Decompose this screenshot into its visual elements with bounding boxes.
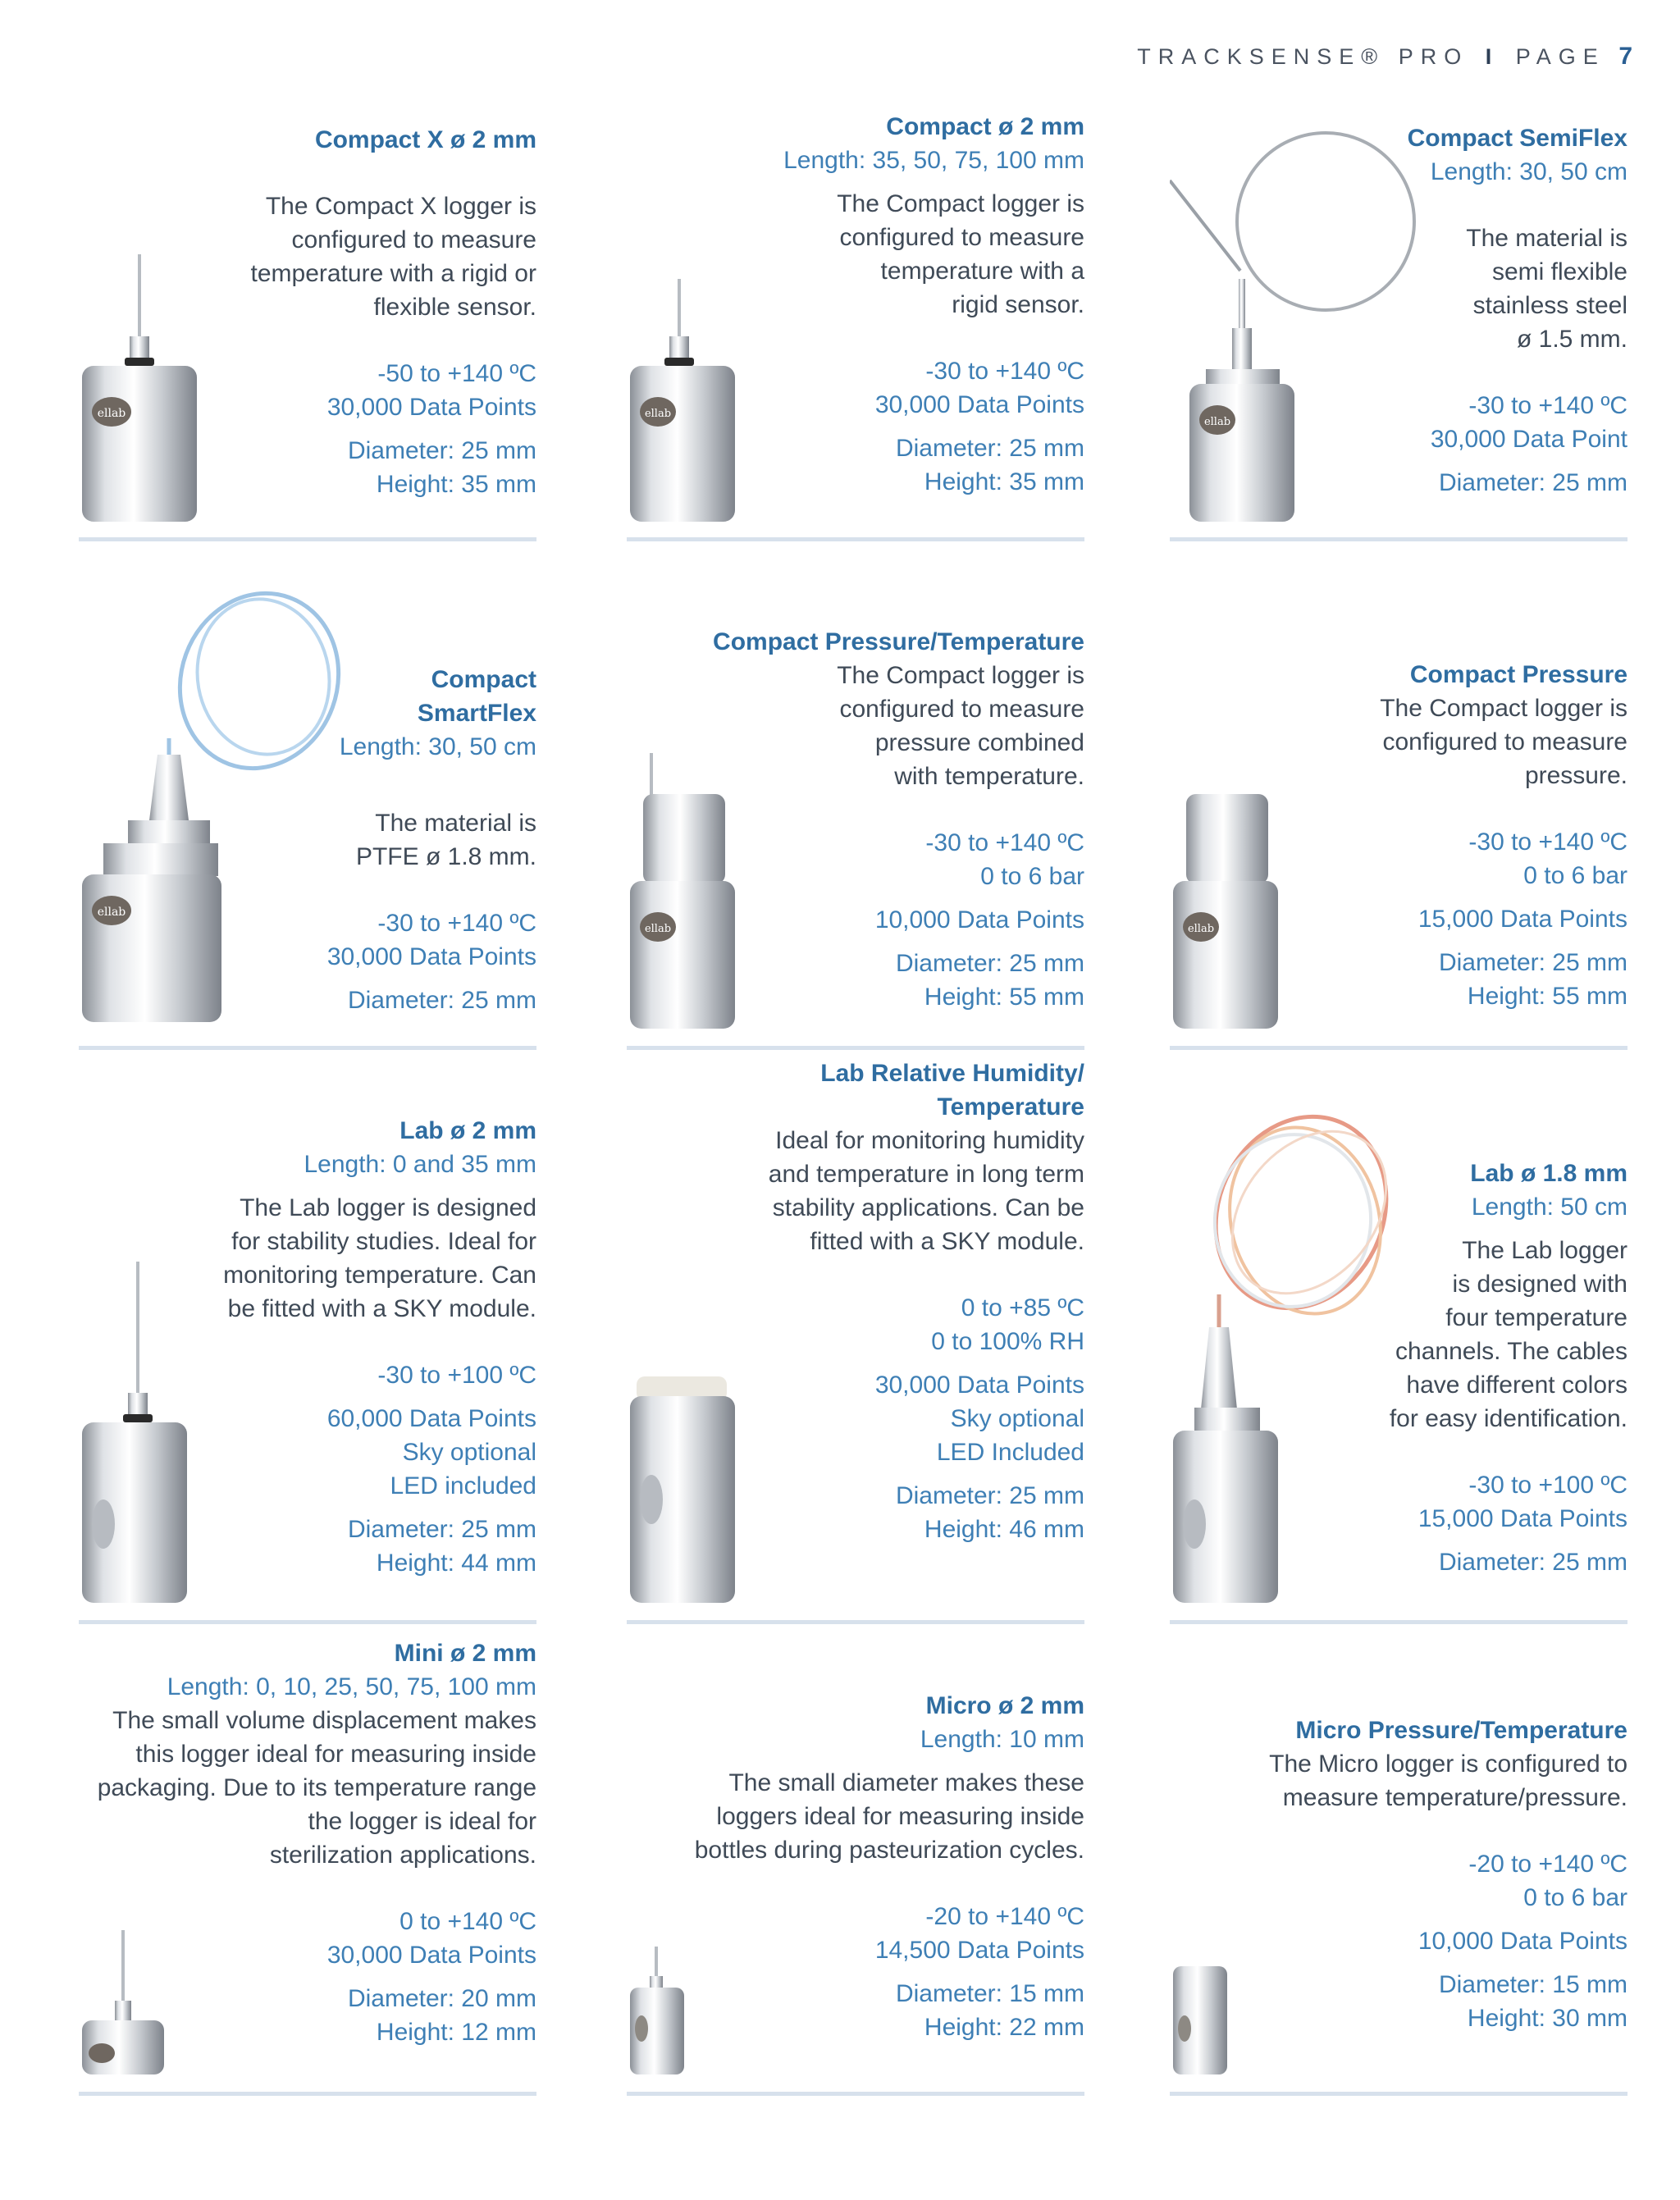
desc-line: fitted with a SKY module.	[810, 1228, 1084, 1255]
desc-line: The Compact X logger is	[265, 193, 536, 220]
product-text	[251, 123, 537, 501]
spec-data-points: 30,000 Data Points	[874, 1372, 1084, 1399]
spec-temperature: -30 to +140 ºC	[377, 910, 536, 937]
spec-pressure: 0 to 6 bar	[1523, 862, 1628, 889]
spec-led: LED included	[390, 1472, 536, 1499]
spec-data-points: 15,000 Data Points	[1418, 1505, 1628, 1532]
spec-height: Height: 22 mm	[924, 2014, 1084, 2041]
spec-humidity: 0 to 100% RH	[931, 1328, 1084, 1355]
product-compact-smartflex	[79, 607, 536, 1050]
product-length: Length: 0, 10, 25, 50, 75, 100 mm	[167, 1673, 536, 1700]
desc-line: is designed with	[1452, 1271, 1628, 1298]
desc-line: ø 1.5 mm.	[1516, 326, 1628, 353]
spec-diameter: Diameter: 25 mm	[347, 437, 536, 464]
desc-line: The Lab logger	[1462, 1237, 1628, 1264]
desc-line: bottles during pasteurization cycles.	[694, 1837, 1084, 1864]
spec-temperature: -30 to +100 ºC	[1468, 1472, 1628, 1499]
svg-text:ellab: ellab	[1203, 416, 1231, 428]
svg-text:ellab: ellab	[644, 408, 672, 420]
desc-line: channels. The cables	[1395, 1338, 1628, 1365]
spec-led: LED Included	[936, 1439, 1084, 1466]
desc-line: The Compact logger is	[1380, 695, 1628, 722]
desc-line: for easy identification.	[1389, 1405, 1628, 1432]
divider	[1170, 2092, 1628, 2096]
product-text	[769, 1057, 1084, 1546]
desc-line: and temperature in long term	[768, 1161, 1084, 1188]
desc-line: PTFE ø 1.8 mm.	[355, 843, 536, 870]
desc-line: stainless steel	[1472, 292, 1628, 319]
product-title: Micro ø 2 mm	[925, 1692, 1084, 1719]
product-compact-semiflex	[1170, 123, 1628, 541]
product-title: Mini ø 2 mm	[394, 1640, 536, 1667]
desc-line: The material is	[375, 810, 536, 837]
spec-data-points: 10,000 Data Points	[1418, 1928, 1628, 1955]
desc-line: measure temperature/pressure.	[1282, 1784, 1628, 1811]
spec-sky: Sky optional	[402, 1439, 536, 1466]
spec-data-points: 30,000 Data Points	[326, 394, 536, 421]
spec-temperature: -30 to +140 ºC	[925, 358, 1084, 385]
spec-data-points: 60,000 Data Points	[326, 1405, 536, 1432]
desc-line: stability applications. Can be	[772, 1194, 1084, 1221]
divider	[79, 1620, 536, 1624]
product-text	[695, 1689, 1084, 2044]
product-title: Micro Pressure/Temperature	[1295, 1717, 1628, 1744]
desc-line: configured to measure	[1382, 728, 1628, 755]
product-text	[783, 110, 1084, 499]
divider	[79, 2092, 536, 2096]
desc-line: The small volume displacement makes	[112, 1707, 536, 1734]
spec-height: Height: 35 mm	[924, 468, 1084, 495]
spec-height: Height: 44 mm	[376, 1550, 536, 1577]
desc-line: configured to measure	[291, 226, 536, 253]
desc-line: flexible sensor.	[373, 294, 536, 321]
desc-line: configured to measure	[839, 224, 1084, 251]
product-compact	[627, 113, 1084, 541]
spec-height: Height: 12 mm	[376, 2019, 536, 2046]
spec-sky: Sky optional	[950, 1405, 1084, 1432]
product-title: Lab Relative Humidity/	[820, 1060, 1084, 1087]
product-title: Compact	[431, 666, 536, 693]
spec-diameter: Diameter: 25 mm	[1438, 1549, 1628, 1576]
product-title: Compact X ø 2 mm	[314, 126, 536, 153]
desc-line: loggers ideal for measuring inside	[716, 1803, 1084, 1830]
spec-pressure: 0 to 6 bar	[1523, 1884, 1628, 1911]
spec-height: Height: 55 mm	[1467, 983, 1628, 1010]
product-title: Lab ø 1.8 mm	[1470, 1160, 1628, 1187]
divider	[627, 537, 1084, 541]
spec-data-points: 30,000 Data Points	[326, 1942, 536, 1969]
desc-line: the logger is ideal for	[308, 1808, 536, 1835]
product-lab-humidity-temperature	[627, 1060, 1084, 1624]
desc-line: semi flexible	[1491, 258, 1628, 285]
divider	[79, 537, 536, 541]
desc-line: have different colors	[1406, 1372, 1628, 1399]
desc-line: pressure combined	[874, 729, 1084, 756]
divider	[1170, 1620, 1628, 1624]
page-header	[1137, 43, 1632, 71]
spec-temperature: -30 to +140 ºC	[1468, 392, 1628, 419]
logger-image	[627, 1947, 692, 2078]
desc-line: The material is	[1466, 225, 1628, 252]
divider	[627, 2092, 1084, 2096]
product-title-line2: SmartFlex	[417, 700, 536, 727]
product-title: Compact ø 2 mm	[886, 113, 1084, 140]
page-number: 7	[1618, 43, 1632, 70]
spec-temperature: -30 to +140 ºC	[925, 829, 1084, 856]
logger-image	[1170, 1963, 1235, 2078]
desc-line: sterilization applications.	[269, 1842, 536, 1869]
desc-line: with temperature.	[894, 763, 1084, 790]
desc-line: rigid sensor.	[952, 291, 1084, 318]
product-text	[713, 625, 1084, 1014]
spec-temperature: -30 to +140 ºC	[1468, 828, 1628, 856]
product-micro	[627, 1636, 1084, 2096]
brand-name: TRACKSENSE® PRO	[1137, 44, 1469, 69]
logger-image	[79, 1262, 202, 1606]
product-title-line2: Temperature	[937, 1093, 1084, 1121]
spec-data-points: 10,000 Data Points	[874, 906, 1084, 933]
spec-data-points: 30,000 Data Points	[874, 391, 1084, 418]
desc-line: The Lab logger is designed	[240, 1194, 536, 1221]
logger-image	[627, 1376, 750, 1606]
spec-pressure: 0 to 6 bar	[980, 863, 1084, 890]
spec-temperature: -30 to +100 ºC	[377, 1362, 536, 1389]
spec-diameter: Diameter: 25 mm	[1438, 949, 1628, 976]
spec-diameter: Diameter: 25 mm	[347, 1516, 536, 1543]
product-length: Length: 10 mm	[920, 1726, 1084, 1753]
desc-line: monitoring temperature. Can	[223, 1262, 536, 1289]
product-text	[327, 663, 536, 1017]
desc-line: this logger ideal for measuring inside	[135, 1741, 536, 1768]
svg-text:ellab: ellab	[97, 407, 126, 420]
desc-line: The small diameter makes these	[728, 1769, 1084, 1796]
product-lab	[79, 1075, 536, 1624]
product-title: Lab ø 2 mm	[399, 1117, 536, 1144]
logger-image	[1170, 794, 1293, 1032]
product-length: Length: 30, 50 cm	[339, 733, 536, 760]
product-length: Length: 35, 50, 75, 100 mm	[783, 147, 1084, 174]
product-text	[98, 1636, 536, 2049]
logger-image	[79, 591, 349, 1025]
product-compact-pressure-temperature	[627, 607, 1084, 1050]
product-text	[1380, 658, 1628, 1013]
product-title: Compact SemiFlex	[1407, 125, 1628, 152]
product-lab-1-8	[1170, 1075, 1628, 1624]
product-mini	[79, 1636, 536, 2096]
spec-data-points: 30,000 Data Points	[326, 943, 536, 970]
spec-data-points: 30,000 Data Point	[1430, 426, 1628, 453]
header-separator: I	[1485, 44, 1500, 69]
product-text	[1408, 121, 1628, 500]
spec-temperature: -20 to +140 ºC	[1468, 1851, 1628, 1878]
product-text	[1269, 1714, 1628, 2035]
spec-diameter: Diameter: 25 mm	[895, 950, 1084, 977]
product-length: Length: 30, 50 cm	[1430, 158, 1628, 185]
desc-line: for stability studies. Ideal for	[231, 1228, 536, 1255]
divider	[1170, 1046, 1628, 1050]
desc-line: configured to measure	[839, 696, 1084, 723]
spec-temperature: 0 to +85 ºC	[961, 1294, 1084, 1321]
spec-height: Height: 55 mm	[924, 984, 1084, 1011]
spec-data-points: 15,000 Data Points	[1418, 906, 1628, 933]
product-micro-pressure-temperature	[1170, 1636, 1628, 2096]
page-word: PAGE	[1515, 44, 1605, 69]
product-length: Length: 50 cm	[1471, 1194, 1628, 1221]
spec-height: Height: 46 mm	[924, 1516, 1084, 1543]
spec-temperature: -50 to +140 ºC	[377, 360, 536, 387]
spec-diameter: Diameter: 25 mm	[895, 435, 1084, 462]
desc-line: Ideal for monitoring humidity	[775, 1127, 1084, 1154]
svg-text:ellab: ellab	[97, 906, 126, 919]
desc-line: temperature with a	[880, 258, 1084, 285]
desc-line: four temperature	[1445, 1304, 1628, 1331]
divider	[627, 1620, 1084, 1624]
desc-line: be fitted with a SKY module.	[227, 1295, 536, 1322]
svg-text:ellab: ellab	[1187, 923, 1215, 935]
svg-text:ellab: ellab	[644, 923, 672, 935]
desc-line: The Compact logger is	[837, 662, 1084, 689]
spec-data-points: 14,500 Data Points	[874, 1937, 1084, 1964]
logger-image	[1170, 1098, 1399, 1606]
spec-diameter: Diameter: 25 mm	[347, 987, 536, 1014]
desc-line: pressure.	[1524, 762, 1628, 789]
product-text	[1390, 1157, 1628, 1579]
logger-image	[627, 254, 750, 525]
spec-diameter: Diameter: 15 mm	[1438, 1971, 1628, 1998]
desc-line: The Micro logger is configured to	[1269, 1750, 1628, 1778]
desc-line: The Compact logger is	[837, 190, 1084, 217]
divider	[79, 1046, 536, 1050]
logger-image	[79, 254, 202, 525]
product-text	[223, 1114, 536, 1580]
spec-diameter: Diameter: 25 mm	[1438, 469, 1628, 496]
spec-diameter: Diameter: 15 mm	[895, 1980, 1084, 2007]
spec-diameter: Diameter: 20 mm	[347, 1985, 536, 2012]
divider	[627, 1046, 1084, 1050]
product-length: Length: 0 and 35 mm	[304, 1151, 536, 1178]
spec-height: Height: 35 mm	[376, 471, 536, 498]
spec-diameter: Diameter: 25 mm	[895, 1482, 1084, 1509]
product-title: Compact Pressure	[1409, 661, 1628, 688]
desc-line: packaging. Due to its temperature range	[97, 1774, 536, 1801]
spec-temperature: 0 to +140 ºC	[399, 1908, 536, 1935]
product-compact-x	[79, 123, 536, 541]
spec-height: Height: 30 mm	[1467, 2005, 1628, 2032]
divider	[1170, 537, 1628, 541]
desc-line: temperature with a rigid or	[250, 260, 536, 287]
product-compact-pressure	[1170, 607, 1628, 1050]
product-title: Compact Pressure/Temperature	[713, 628, 1084, 655]
spec-temperature: -20 to +140 ºC	[925, 1903, 1084, 1930]
